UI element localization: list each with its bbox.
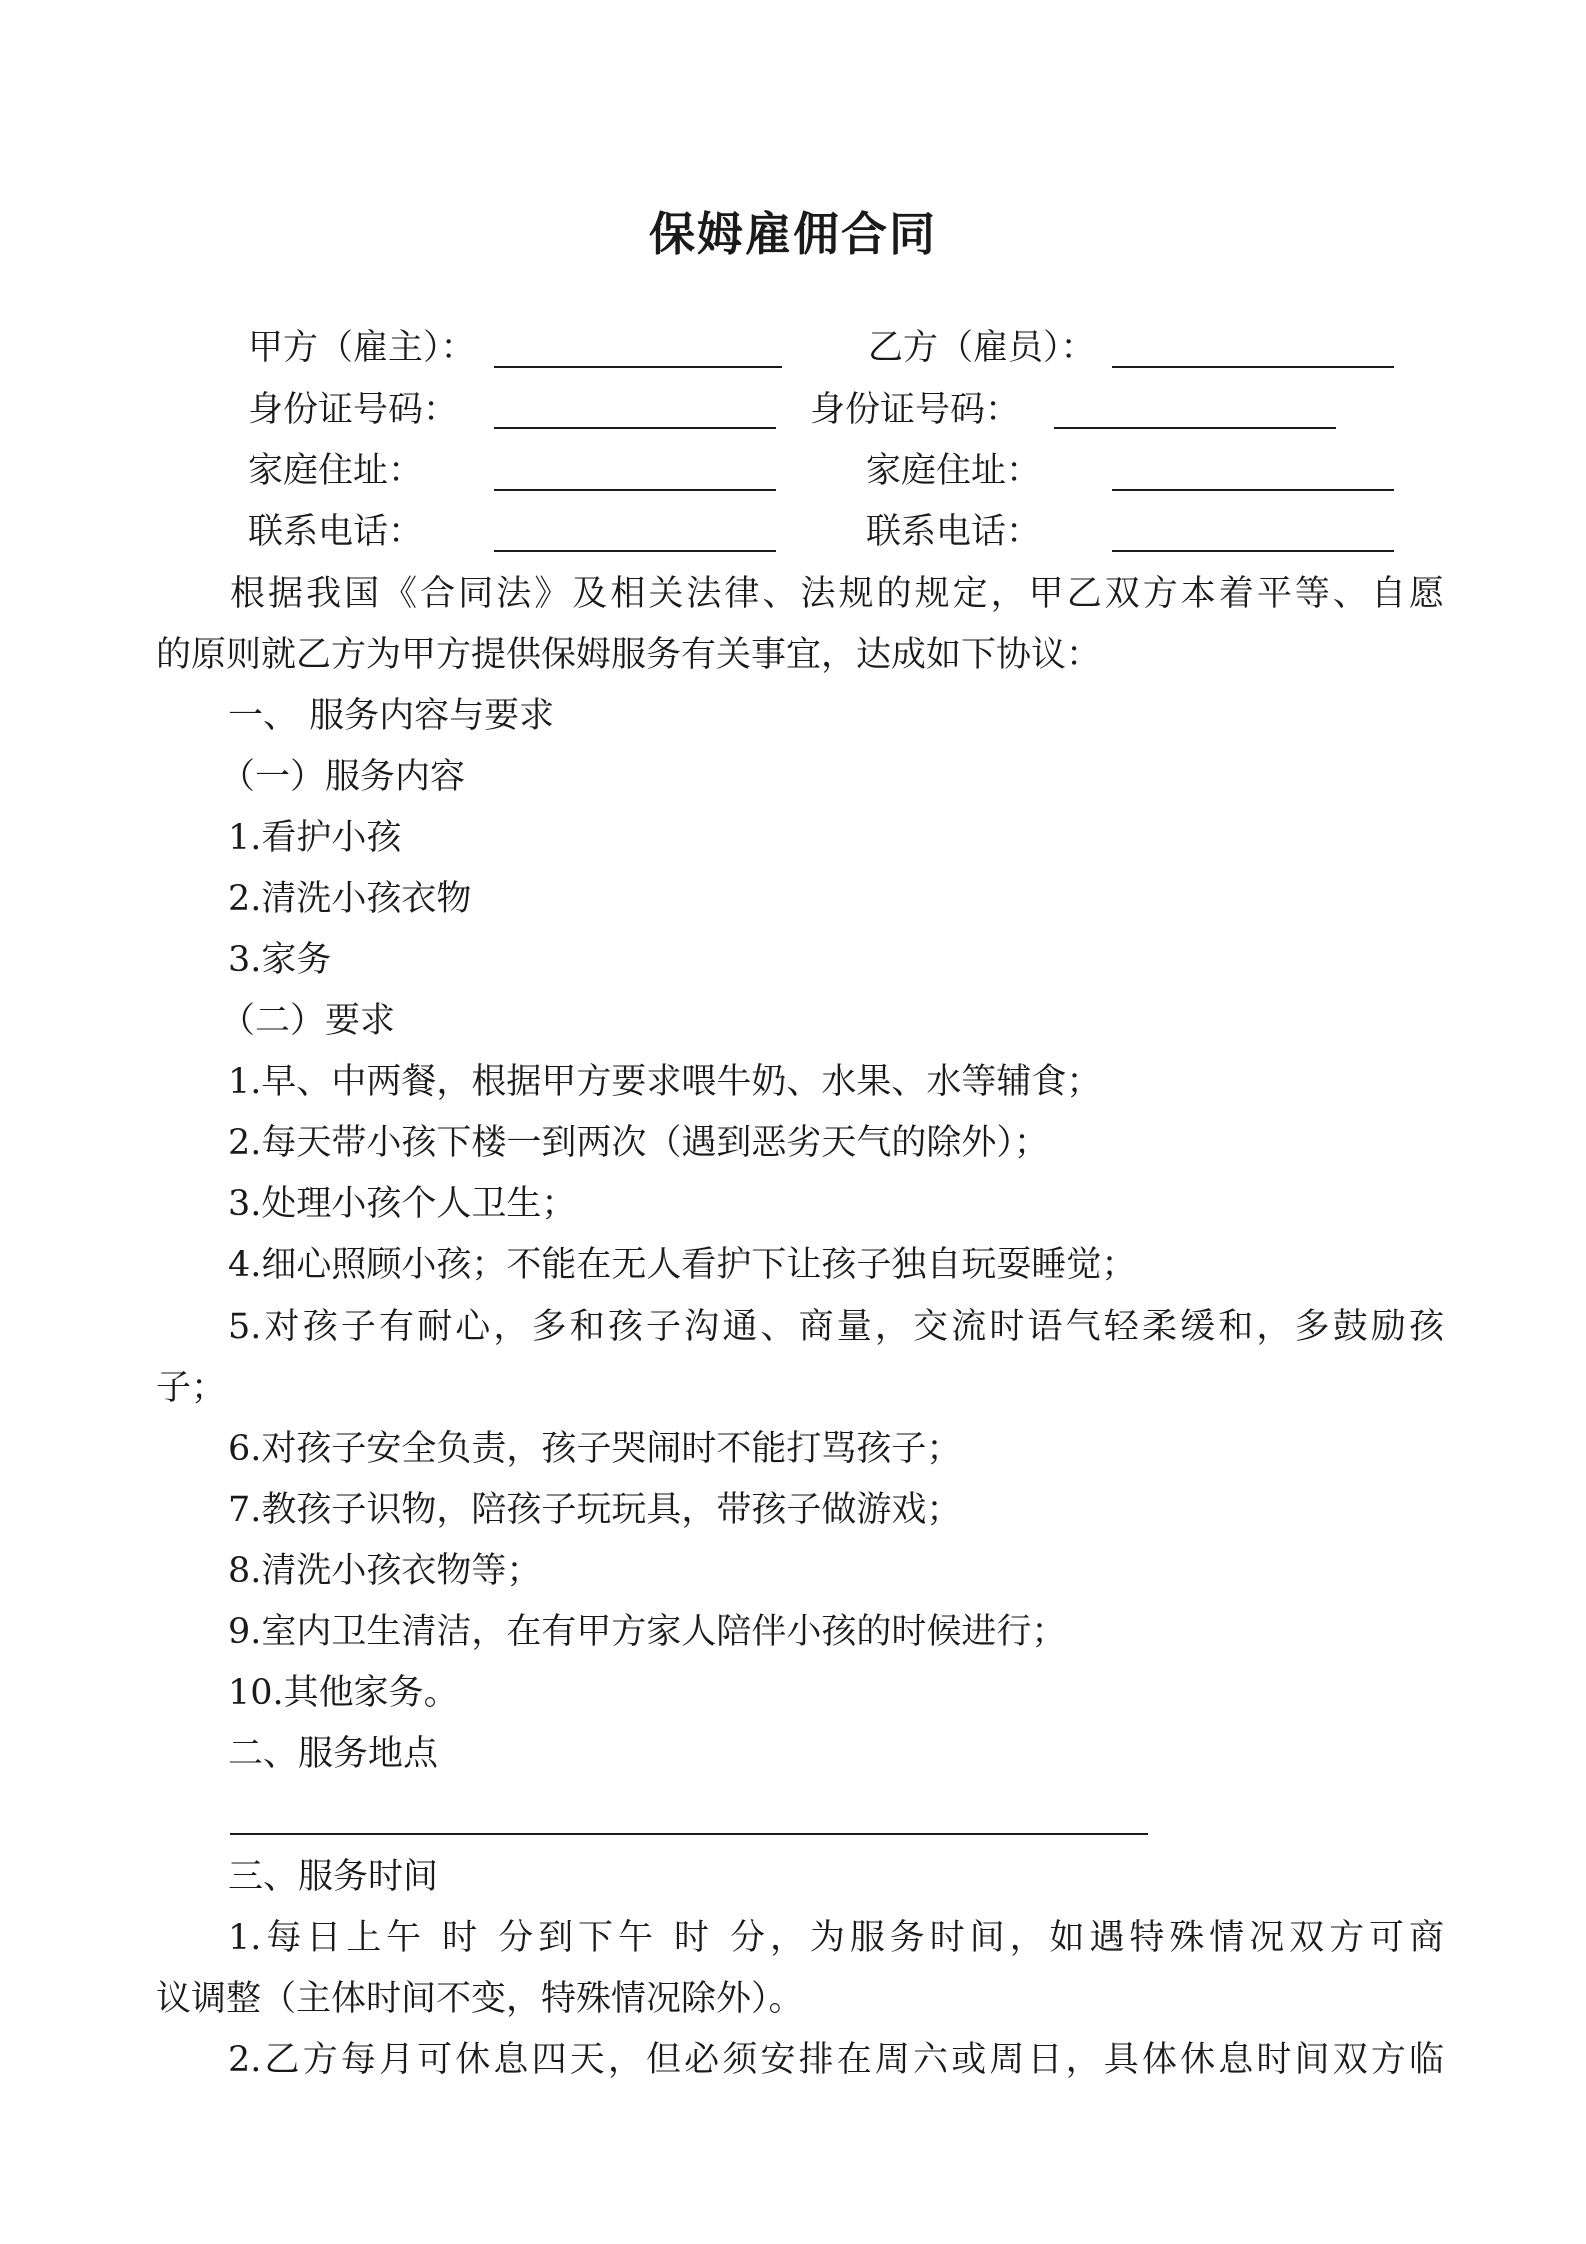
section-2-heading: 二、服务地点 [228, 1734, 439, 1774]
page-title: 保姆雇佣合同 [649, 207, 937, 261]
list-item: 10.其他家务。 [228, 1673, 459, 1713]
party-a-phone-label: 联系电话： [248, 512, 424, 552]
party-b-blank[interactable] [1112, 366, 1394, 368]
list-item-continuation: 子； [156, 1368, 227, 1408]
list-item: 1.早、中两餐，根据甲方要求喂牛奶、水果、水等辅食； [228, 1062, 1102, 1102]
list-item: 2.每天带小孩下楼一到两次（遇到恶劣天气的除外）； [228, 1123, 1049, 1163]
party-a-address-label: 家庭住址： [248, 451, 424, 491]
list-item: 1.看护小孩 [228, 818, 402, 858]
party-a-id-label: 身份证号码： [248, 390, 459, 430]
list-item: 2.清洗小孩衣物 [228, 879, 472, 919]
section-1-heading: 一、 服务内容与要求 [228, 696, 555, 736]
party-a-label: 甲方（雇主）： [248, 328, 476, 368]
subsection-service-content: （一）服务内容 [220, 757, 466, 797]
service-location-blank[interactable] [230, 1833, 1148, 1835]
party-b-phone-blank[interactable] [1112, 550, 1394, 552]
list-item: 3.处理小孩个人卫生； [228, 1184, 577, 1224]
party-b-address-blank[interactable] [1112, 489, 1394, 491]
paragraph-line: 1.每日上午 时 分到下午 时 分，为服务时间，如遇特殊情况双方可商 [228, 1918, 1444, 1958]
party-b-label: 乙方（雇员）： [868, 328, 1096, 368]
list-item: 6.对孩子安全负责，孩子哭闹时不能打骂孩子； [228, 1429, 962, 1469]
party-b-id-label: 身份证号码： [810, 390, 1021, 430]
section-3-heading: 三、服务时间 [228, 1857, 439, 1897]
party-b-address-label: 家庭住址： [866, 451, 1042, 491]
list-item: 8.清洗小孩衣物等； [228, 1551, 542, 1591]
list-item: 5.对孩子有耐心，多和孩子沟通、商量，交流时语气轻柔缓和，多鼓励孩 [228, 1307, 1444, 1347]
list-item: 7.教孩子识物，陪孩子玩玩具，带孩子做游戏； [228, 1490, 962, 1530]
party-a-blank[interactable] [494, 366, 782, 368]
party-b-id-blank[interactable] [1054, 427, 1336, 429]
party-b-phone-label: 联系电话： [866, 512, 1042, 552]
paragraph-line: 议调整（主体时间不变，特殊情况除外）。 [156, 1979, 804, 2019]
intro-paragraph-line: 根据我国《合同法》及相关法律、法规的规定，甲乙双方本着平等、自愿 [230, 574, 1444, 614]
list-item: 3.家务 [228, 940, 332, 980]
party-a-id-blank[interactable] [494, 427, 776, 429]
list-item: 9.室内卫生清洁，在有甲方家人陪伴小孩的时候进行； [228, 1612, 1067, 1652]
subsection-requirements: （二）要求 [220, 1001, 396, 1041]
party-a-phone-blank[interactable] [494, 550, 776, 552]
list-item: 4.细心照顾小孩；不能在无人看护下让孩子独自玩耍睡觉； [228, 1245, 1137, 1285]
intro-paragraph-line: 的原则就乙方为甲方提供保姆服务有关事宜，达成如下协议： [156, 635, 1102, 675]
paragraph-line: 2.乙方每月可休息四天，但必须安排在周六或周日，具体休息时间双方临 [228, 2040, 1444, 2080]
party-a-address-blank[interactable] [494, 489, 776, 491]
